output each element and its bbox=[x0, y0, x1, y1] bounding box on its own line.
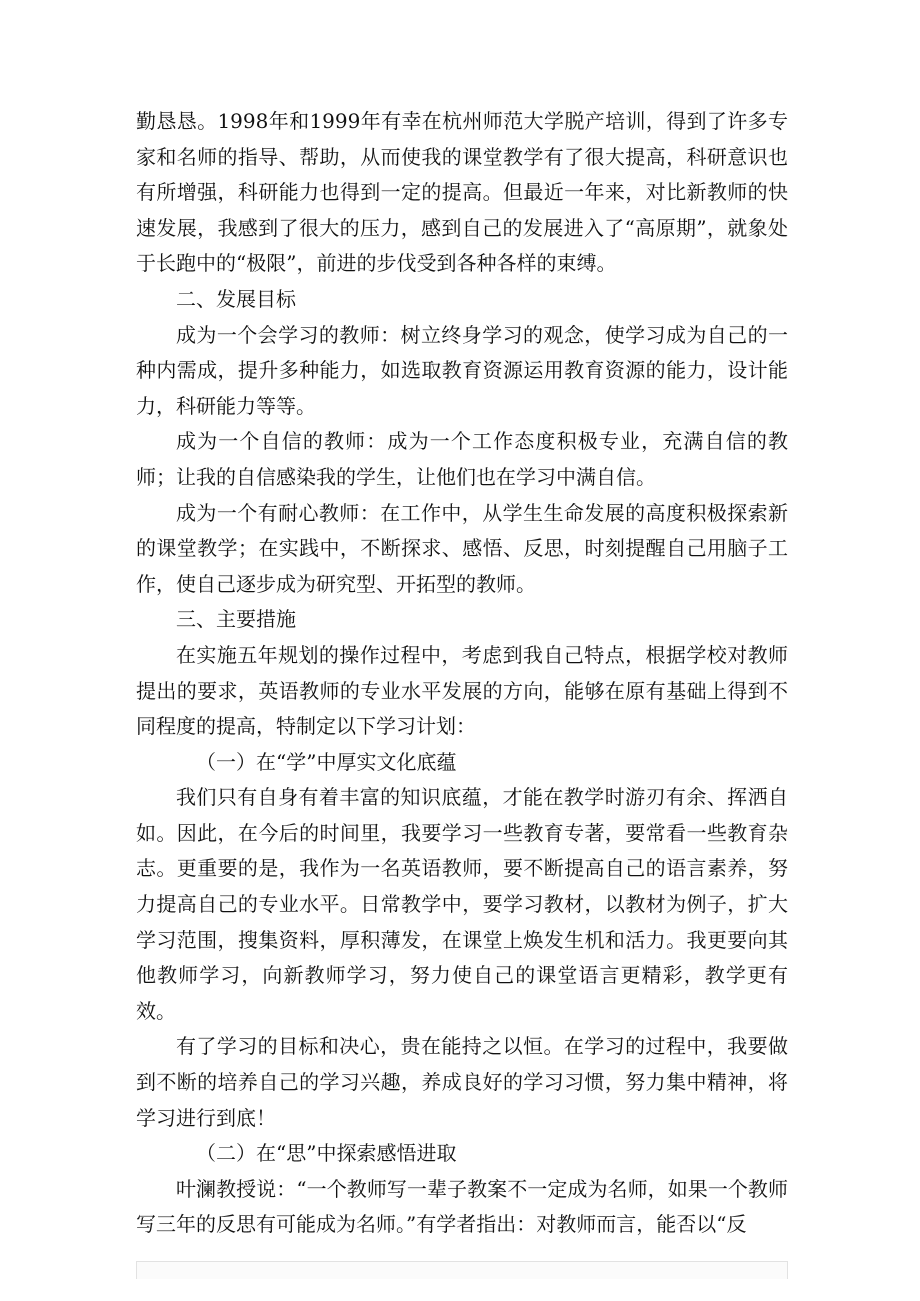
learn-paragraph-2: 有了学习的目标和决心，贵在能持之以恒。在学习的过程中，我要做到不断的培养自己的学习兴趣，养成良好的学习习惯，努力集中精神，将学习进行到底！ bbox=[136, 1034, 788, 1130]
think-paragraph-1: 叶澜教授说：“一个教师写一辈子教案不一定成为名师，如果一个教师写三年的反思有可能成为名师。”有学者指出：对教师而言，能否以“反 bbox=[136, 1176, 788, 1237]
learn-paragraph-1: 我们只有自身有着丰富的知识底蕴，才能在教学时游刃有余、挥洒自如。因此，在今后的时间里，我要学习一些教育专著，要常看一些教育杂志。更重要的是，我作为一名英语教师，要不断提高自己的语言素养，努力提高自己的专业水平。日常教学中，要学习教材，以教材为例子，扩大学习范围，搜集资料，厚积薄发，在课堂上焕发生机和活力。我更要向其他教师学习，向新教师学习，努力使自己的课堂语言更精彩，教学更有效。 bbox=[136, 785, 788, 1023]
page-footer-bar bbox=[136, 1261, 788, 1279]
paragraph-continued: 勤恳恳。1998年和1999年有幸在杭州师范大学脱产培训，得到了许多专家和名师的指导、帮助，从而使我的课堂教学有了很大提高，科研意识也有所增强，科研能力也得到一定的提高。但最近一年来，对比新教师的快速发展，我感到了很大的压力，感到自己的发展进入了“高原期”，就象处于长跑中的“极限”，前进的步伐受到各种各样的束缚。 bbox=[136, 109, 788, 276]
goal-paragraph-learning: 成为一个会学习的教师：树立终身学习的观念，使学习成为自己的一种内需成，提升多种能力，如选取教育资源运用教育资源的能力，设计能力，科研能力等等。 bbox=[136, 322, 788, 418]
section-heading-measures: 三、主要措施 bbox=[176, 607, 296, 632]
section-heading-goals: 二、发展目标 bbox=[176, 286, 296, 311]
measures-intro-paragraph: 在实施五年规划的操作过程中，考虑到我自己特点，根据学校对教师提出的要求，英语教师的专业水平发展的方向，能够在原有基础上得到不同程度的提高，特制定以下学习计划： bbox=[136, 642, 788, 739]
goal-paragraph-patience: 成为一个有耐心教师：在工作中，从学生生命发展的高度积极探索新的课堂教学；在实践中，不断探求、感悟、反思，时刻提醒自己用脑子工作，使自己逐步成为研究型、开拓型的教师。 bbox=[136, 500, 788, 596]
subsection-heading-think: （二）在“思”中探索感悟进取 bbox=[196, 1141, 457, 1166]
subsection-heading-learn: （一）在“学”中厚实文化底蕴 bbox=[196, 749, 457, 774]
goal-paragraph-confidence: 成为一个自信的教师：成为一个工作态度积极专业，充满自信的教师；让我的自信感染我的学生，让他们也在学习中满自信。 bbox=[136, 429, 788, 489]
document-body bbox=[136, 104, 788, 1243]
